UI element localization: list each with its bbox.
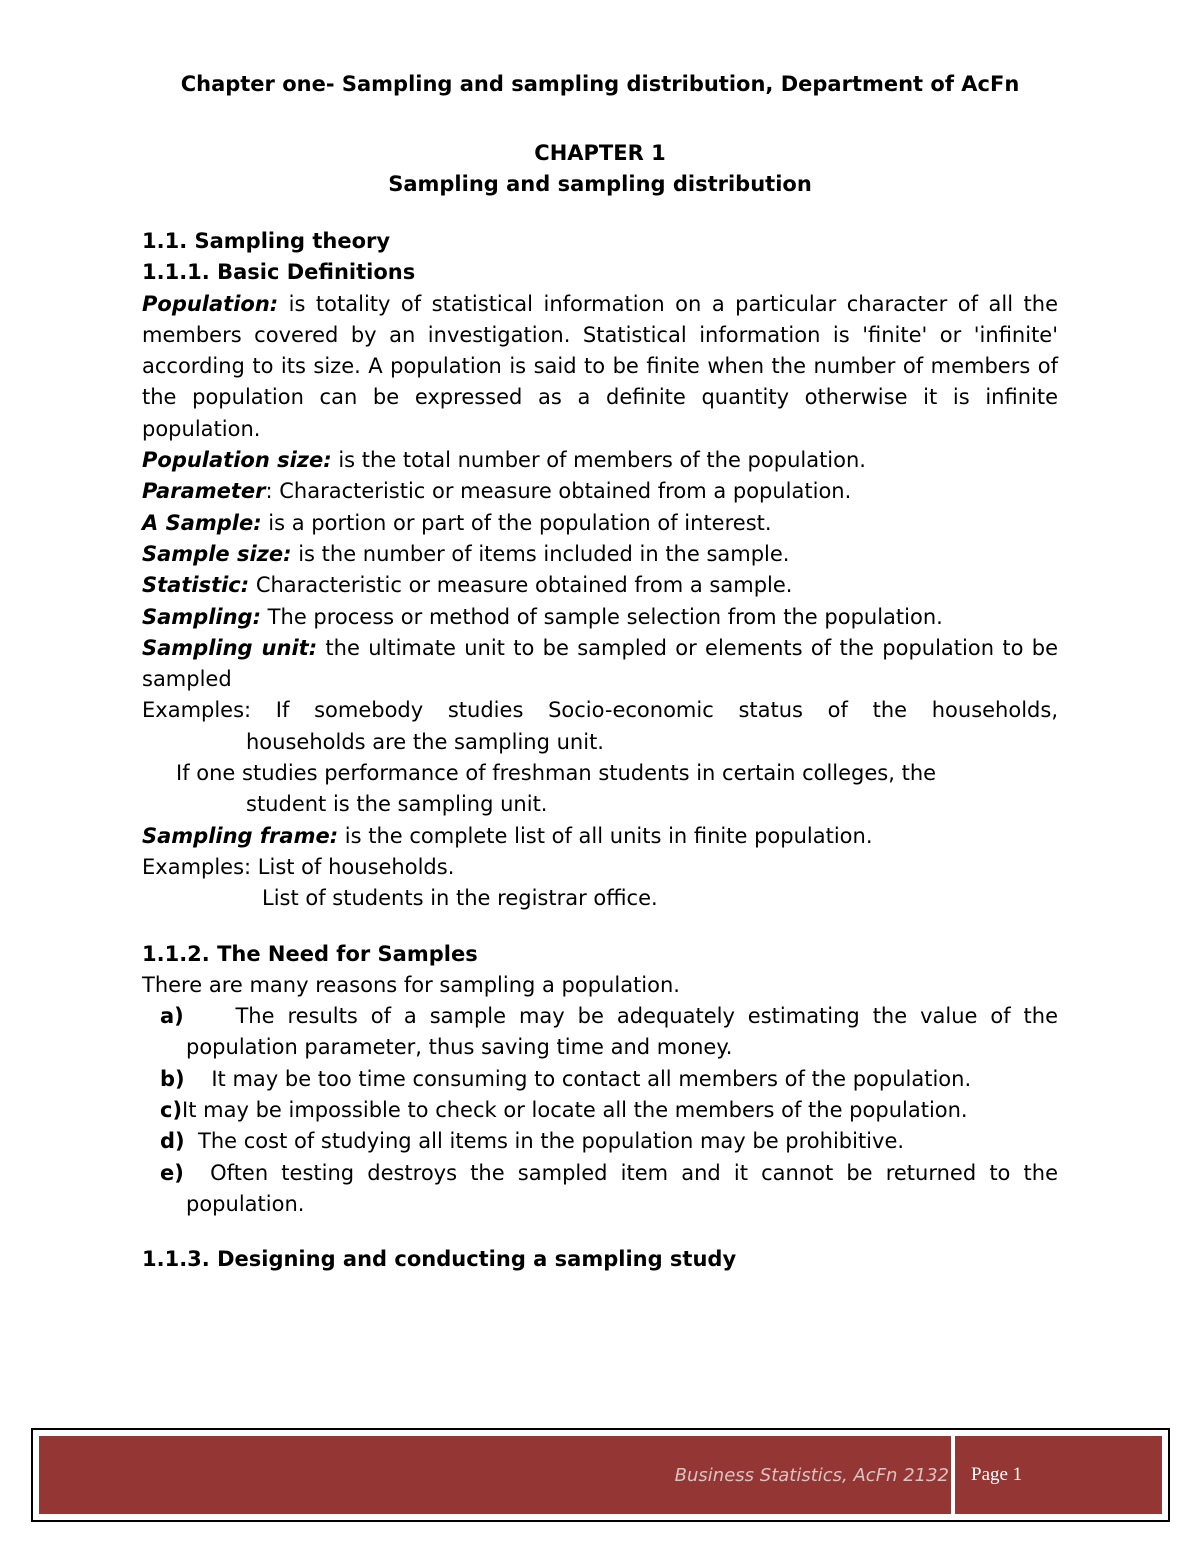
definition-text: is the number of items included in the sample. — [291, 541, 790, 566]
examples-line: If one studies performance of freshman students in certain colleges, the — [176, 761, 937, 786]
footer-divider — [951, 1436, 955, 1514]
list-item-text: The results of a sample may be adequately estimating the value of the population parameter, thus saving time and money. — [186, 1004, 1058, 1060]
section-heading-1-1-2: 1.1.2. The Need for Samples — [142, 941, 478, 966]
examples-line: List of students in the registrar office. — [262, 886, 658, 911]
footer-band — [39, 1436, 1162, 1514]
section-heading-1-1-3: 1.1.3. Designing and conducting a sampling study — [142, 1247, 737, 1272]
definition-statistic — [142, 570, 1058, 601]
definition-text: is a portion or part of the population of interest. — [261, 510, 772, 535]
definition-text: is totality of statistical information on a particular character of all the members covered by an investigation. Statistical information is 'finite' or 'infinite' according to its size. A population is said to be finite when the number of members of the population can be expressed as a definite quantity otherwise it is infinite population. — [142, 291, 1058, 441]
definition-term: Population: — [142, 291, 279, 316]
section-heading-1-1-1: 1.1.1. Basic Definitions — [142, 260, 416, 285]
list-item-text: It may be too time consuming to contact all members of the population. — [211, 1066, 972, 1091]
list-marker: c) — [160, 1098, 183, 1123]
section-heading-1-1: 1.1. Sampling theory — [142, 229, 391, 253]
page-number: Page 1 — [971, 1464, 1023, 1485]
examples-line: student is the sampling unit. — [246, 792, 548, 817]
definition-term: Sample size: — [142, 541, 292, 566]
chapter-number: CHAPTER 1 — [534, 141, 666, 165]
definition-text: The process or method of sample selection from the population. — [261, 604, 943, 629]
definition-term: Parameter — [142, 479, 266, 504]
list-item-text: It may be impossible to check or locate all the members of the population. — [182, 1098, 968, 1123]
list-marker: d) — [160, 1129, 185, 1154]
running-header: Chapter one- Sampling and sampling distribution, Department of AcFn — [180, 72, 1020, 96]
definition-sampling-unit — [142, 633, 1058, 696]
examples-line: Examples: If somebody studies Socio-economic status of the households, — [142, 698, 1058, 723]
section-intro: There are many reasons for sampling a population. — [142, 972, 680, 997]
examples-line: households are the sampling unit. — [246, 729, 604, 754]
definition-text: : Characteristic or measure obtained from a population. — [265, 479, 852, 504]
definition-parameter — [142, 476, 1058, 507]
definition-population — [142, 289, 1058, 445]
definition-sampling — [142, 602, 1058, 633]
list-item — [142, 1001, 1058, 1064]
list-marker: e) — [160, 1160, 184, 1185]
list-item — [142, 1095, 1058, 1126]
definition-term: Population size: — [142, 448, 332, 473]
page-footer — [31, 1428, 1170, 1522]
definition-term: Sampling frame: — [142, 823, 339, 848]
definition-term: Sampling: — [142, 604, 261, 629]
list-item — [142, 1064, 1058, 1095]
definition-text: the ultimate unit to be sampled or elements of the population to be sampled — [142, 635, 1059, 692]
chapter-title: Sampling and sampling distribution — [388, 172, 812, 196]
list-item — [142, 1126, 1058, 1157]
footer-course-label: Business Statistics, AcFn 2132 — [674, 1464, 949, 1486]
definition-term: Statistic: — [142, 573, 250, 598]
definition-term: A Sample: — [142, 510, 262, 535]
definition-text: is the total number of members of the population. — [331, 448, 866, 473]
definition-population-size — [142, 445, 1058, 476]
document-body — [142, 226, 1058, 1276]
list-item — [142, 1158, 1058, 1221]
list-marker: b) — [160, 1066, 185, 1091]
definition-text: Characteristic or measure obtained from a sample. — [249, 573, 793, 598]
definition-sample-size — [142, 539, 1058, 570]
definition-term: Sampling unit: — [142, 635, 318, 660]
definition-text: is the complete list of all units in finite population. — [338, 823, 873, 848]
list-item-text: Often testing destroys the sampled item and it cannot be returned to the population. — [186, 1160, 1058, 1216]
definition-sampling-frame — [142, 821, 1058, 852]
definition-sample — [142, 508, 1058, 539]
list-item-text: The cost of studying all items in the population may be prohibitive. — [198, 1129, 905, 1154]
examples-line: Examples: List of households. — [142, 854, 455, 879]
list-marker: a) — [160, 1004, 184, 1029]
